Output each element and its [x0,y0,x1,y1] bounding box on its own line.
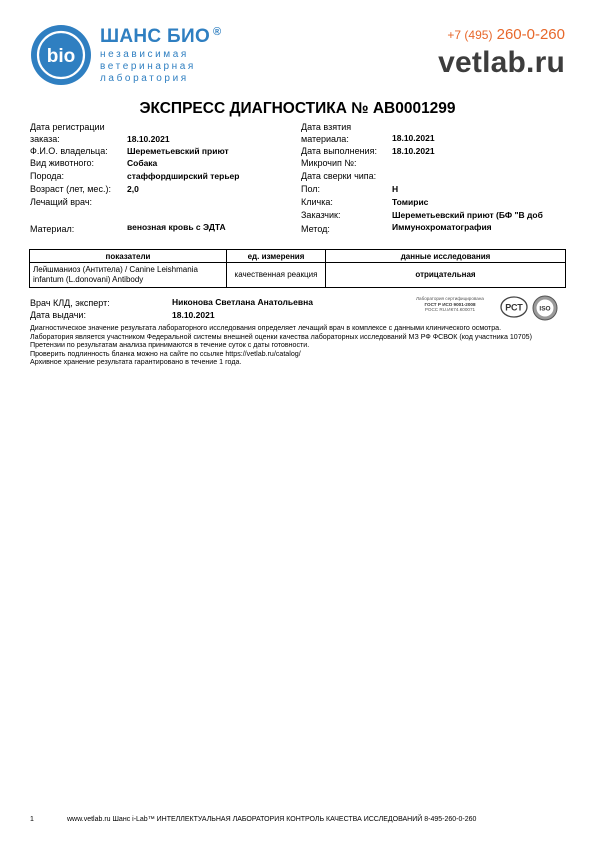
field-value-owner: Шереметьевский приют [127,146,229,156]
document-title: ЭКСПРЕСС ДИАГНОСТИКА № AB0001299 [139,100,456,117]
column-header-unit: ед. измерения [227,250,326,263]
field-value-registration-date: 18.10.2021 [127,134,170,144]
logo-text: bio [46,46,76,67]
cell-indicator: Лейшманиоз (Антитела) / Canine Leishmania infantum (L.donovani) Antibody [30,263,227,288]
note-archive: Архивное хранение результата гарантировано в течение 1 года. [30,358,242,367]
footer-text: www.vetlab.ru Шанс i-Lab™ ИНТЕЛЛЕКТУАЛЬНАЯ ЛАБОРАТОРИЯ КОНТРОЛЬ КАЧЕСТВА ИССЛЕДОВАНИЙ 8-495-260-0-260 [67,816,477,823]
issue-date-value: 18.10.2021 [172,310,215,320]
issue-date-label: Дата выдачи: [30,310,86,320]
note-fsvok: Лаборатория является участником Федеральной системы внешней оценки качества лабораторных исследований МЗ РФ ФСВОК (код участника 10705) Претензии по результатам анализа принимаются в течение суток с даты готовности. [30,332,532,350]
field-value-name: Томирис [392,197,429,207]
field-label-chip-check-date: Дата сверки чипа: [301,171,377,181]
notes-block [30,324,550,367]
field-label-breed: Порода: [30,171,65,181]
field-label-method: Метод: [301,224,330,234]
field-label-sample-date-1: Дата взятия [301,122,352,132]
certification-text: Лаборатория сертифицирована ГОСТ Р ИСО 9001-2008 РОСС RU.ИК74.К00071 [416,296,484,312]
svg-text:РСТ: РСТ [505,302,523,313]
cell-unit: качественная реакция [227,263,326,288]
field-label-name: Кличка: [301,197,333,207]
note-authenticity: Проверить подлинность бланка можно на сайте по ссылке https://vetlab.ru/catalog/ [30,349,301,358]
brand-name: ШАНС БИО ® [100,26,222,47]
phone-number[interactable]: +7 (495) 260-0-260 [447,26,565,43]
field-label-sample-date-2: материала: [301,134,349,144]
site-logo[interactable]: vetlab.ru [438,46,565,79]
iso-certification-icon [532,295,558,321]
brand-subtitle-line-2: ветеринарная [100,61,196,72]
field-label-material: Материал: [30,224,75,234]
page-number: 1 [30,816,34,823]
field-label-registration-1: Дата регистрации [30,122,105,132]
svg-text:ISO: ISO [539,305,551,313]
field-label-species: Вид животного: [30,158,95,168]
column-header-result: данные исследования [326,250,566,263]
field-label-registration-2: заказа: [30,134,60,144]
note-diagnostic: Диагностическое значение результата лабораторного исследования определяет лечащий врач в комплексе с данными клинического осмотра. [30,324,502,332]
field-label-sex: Пол: [301,184,321,194]
cell-result: отрицательная [326,263,566,288]
field-label-doctor: Лечащий врач: [30,197,93,207]
field-label-customer: Заказчик: [301,210,341,220]
registered-mark: ® [213,26,222,38]
field-value-customer: Шереметьевский приют (БФ "В доб [392,210,543,220]
shans-bio-logo-icon [30,24,92,86]
field-label-age: Возраст (лет, мес.): [30,184,111,194]
field-label-microchip: Микрочип №: [301,158,357,168]
field-value-sex: Н [392,184,399,194]
brand-subtitle-line-3: лаборатория [100,73,189,84]
pct-certification-icon [500,296,528,318]
field-label-done-date: Дата выполнения: [301,146,377,156]
signature-doctor-value: Никонова Светлана Анатольевна [172,297,313,307]
signature-doctor-label: Врач КЛД, эксперт: [30,298,110,308]
field-value-species: Собака [127,158,158,168]
field-value-method: Иммунохроматография [392,222,492,232]
field-value-material: венозная кровь с ЭДТА [127,222,226,232]
field-value-age: 2,0 [127,184,139,194]
field-label-owner: Ф.И.О. владельца: [30,146,108,156]
column-header-indicator: показатели [30,250,227,263]
field-value-done-date: 18.10.2021 [392,146,435,156]
results-table [29,249,566,288]
field-value-sample-date: 18.10.2021 [392,133,435,143]
table-header-row [30,250,566,263]
brand-subtitle-line-1: независимая [100,49,189,60]
field-value-breed: стаффордширский терьер [127,171,240,181]
table-row [30,263,566,288]
